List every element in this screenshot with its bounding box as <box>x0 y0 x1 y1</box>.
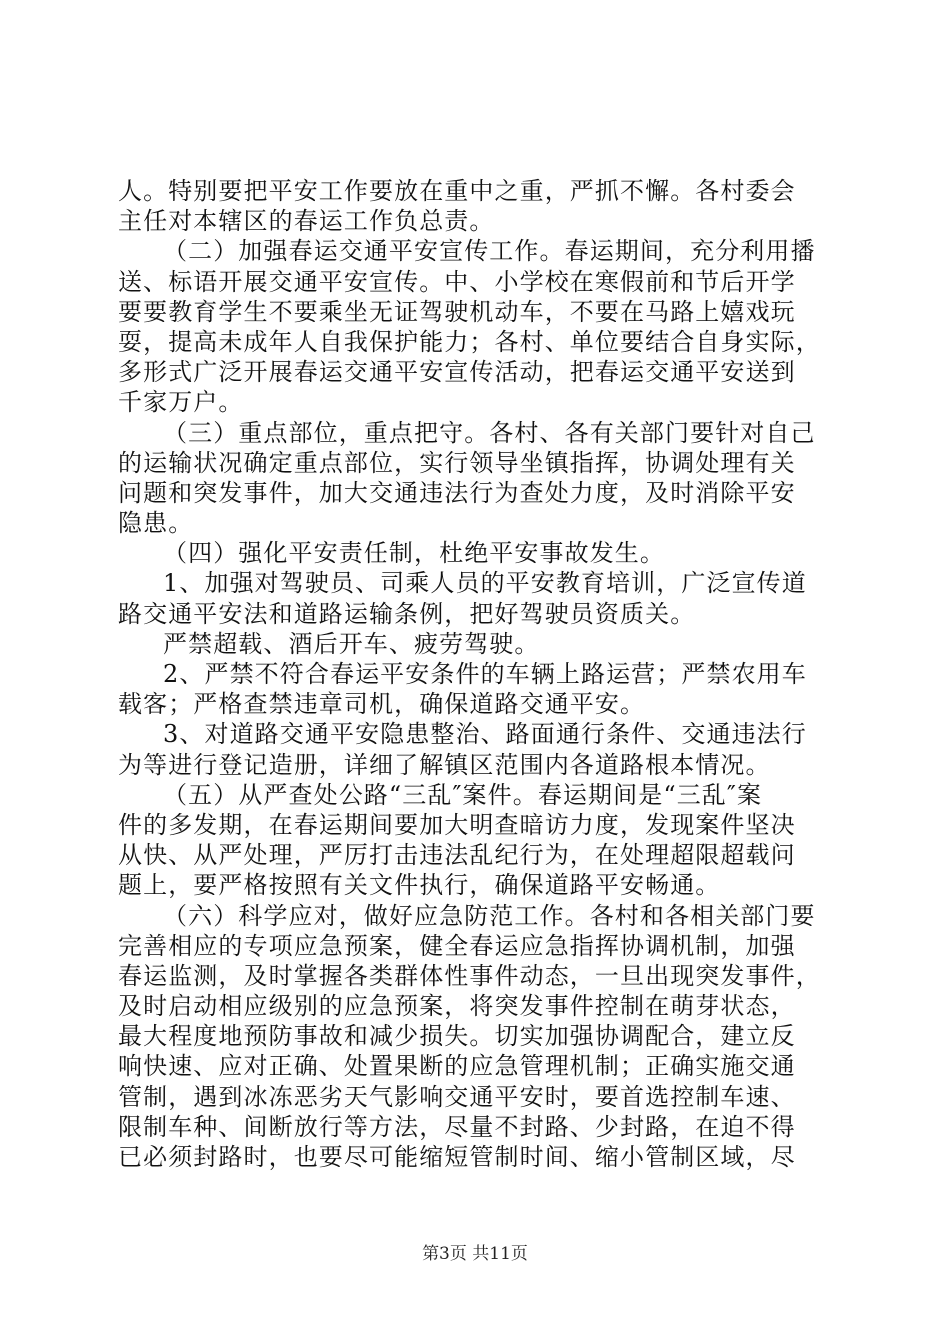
text-line: 千家万户。 <box>118 388 244 417</box>
text-line: 耍，提高未成年人自我保护能力；各村、单位要结合自身实际， <box>118 327 821 356</box>
text-line: 完善相应的专项应急预案，健全春运应急指挥协调机制，加强 <box>118 931 796 960</box>
text-line: 从快、从严处理，严厉打击违法乱纪行为，在处理超限超载问 <box>118 841 796 870</box>
text-line: 隐患。 <box>118 509 194 538</box>
text-line: 题上，要严格按照有关文件执行，确保道路平安畅通。 <box>118 871 721 900</box>
text-line: 及时启动相应级别的应急预案，将突发事件控制在萌芽状态， <box>118 992 796 1021</box>
text-line: 的运输状况确定重点部位，实行领导坐镇指挥，协调处理有关 <box>118 448 796 477</box>
text-line: 要要教育学生不要乘坐无证驾驶机动车，不要在马路上嬉戏玩 <box>118 297 796 326</box>
page-footer: 第3页 共11页 <box>422 1244 528 1264</box>
text-line: （六）科学应对，做好应急防范工作。各村和各相关部门要 <box>163 901 816 930</box>
document-body <box>118 176 840 1172</box>
text-line: 春运监测，及时掌握各类群体性事件动态，一旦出现突发事件， <box>118 961 821 990</box>
text-line: （二）加强春运交通平安宣传工作。春运期间，充分利用播 <box>163 237 816 266</box>
text-line: 限制车种、间断放行等方法，尽量不封路、少封路，在迫不得 <box>118 1112 796 1141</box>
text-line: （四）强化平安责任制，杜绝平安事故发生。 <box>163 539 665 568</box>
text-line: 问题和突发事件，加大交通违法行为查处力度，及时消除平安 <box>118 478 796 507</box>
text-line: 最大程度地预防事故和减少损失。切实加强协调配合，建立反 <box>118 1022 796 1051</box>
text-line: 已必须封路时，也要尽可能缩短管制时间、缩小管制区域，尽 <box>118 1143 796 1171</box>
text-line: 送、标语开展交通平安宣传。中、小学校在寒假前和节后开学 <box>118 267 796 296</box>
text-line: 1、加强对驾驶员、司乘人员的平安教育培训，广泛宣传道 <box>163 569 807 598</box>
text-line: 严禁超载、酒后开车、疲劳驾驶。 <box>163 629 540 658</box>
text-line: 为等进行登记造册，详细了解镇区范围内各道路根本情况。 <box>118 750 771 779</box>
text-line: 载客；严格查禁违章司机，确保道路交通平安。 <box>118 690 646 719</box>
text-line: 主任对本辖区的春运工作负总责。 <box>118 207 495 236</box>
text-line: 2、严禁不符合春运平安条件的车辆上路运营；严禁农用车 <box>163 660 807 688</box>
text-line: 人。特别要把平安工作要放在重中之重，严抓不懈。各村委会 <box>118 177 796 205</box>
text-line: 3、对道路交通平安隐患整治、路面通行条件、交通违法行 <box>163 720 807 749</box>
text-line: （三）重点部位，重点把守。各村、各有关部门要针对自己 <box>163 418 816 447</box>
text-line: 路交通平安法和道路运输条例，把好驾驶员资质关。 <box>118 599 696 628</box>
text-line: 多形式广泛开展春运交通平安宣传活动，把春运交通平安送到 <box>118 358 796 387</box>
text-line: 件的多发期，在春运期间要加大明查暗访力度，发现案件坚决 <box>118 810 796 839</box>
text-line: 管制，遇到冰冻恶劣天气影响交通平安时，要首选控制车速、 <box>118 1082 796 1111</box>
text-line: （五）从严查处公路“三乱″案件。春运期间是“三乱″案 <box>163 780 763 809</box>
text-line: 响快速、应对正确、处置果断的应急管理机制；正确实施交通 <box>118 1052 796 1081</box>
